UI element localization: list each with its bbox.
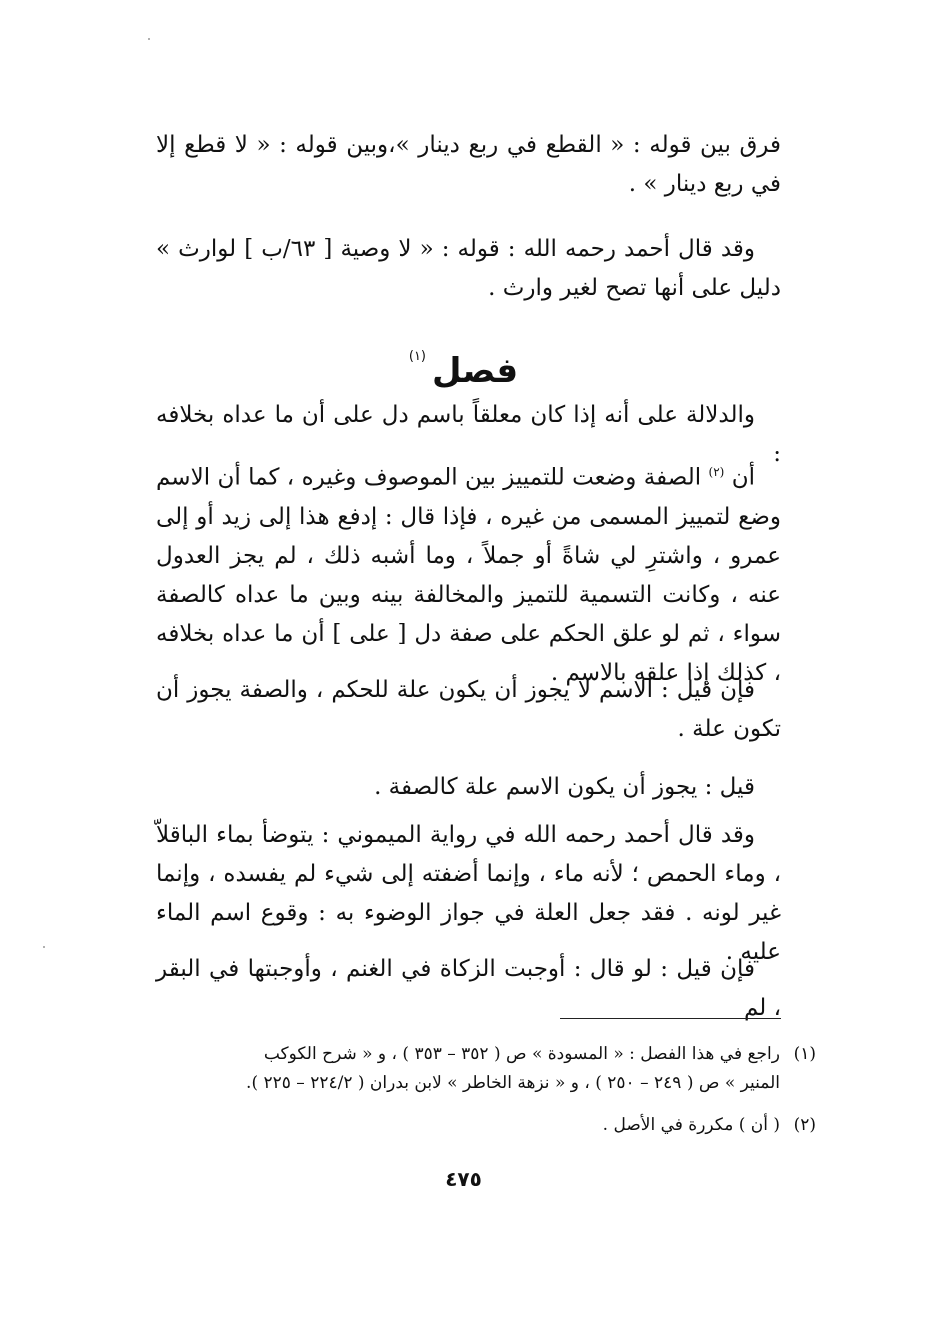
scan-speck [148,38,150,40]
paragraph-second-objection: فإن قيل : لو قال : أوجبت الزكاة في الغنم ، وأوجبتها في البقر ، لم [156,956,781,1021]
paragraph-reply: قيل : يجوز أن يكون الاسم علة كالصفة . [374,774,755,800]
footnote-separator [560,1018,781,1019]
footnote-ref-1: (١) [408,349,426,364]
footnote-number: (٢) [793,1115,816,1135]
paragraph-attribute-argument [156,453,781,693]
body-text-block [156,816,781,972]
footnote-2 [156,1111,816,1140]
footnote-1 [156,1040,816,1098]
paragraph-body: الصفة وضعت للتمييز بين الموصوف وغيره ، كما أن الاسم وضع لتمييز المسمى من غيره ، فإذا قال : إدفع هذا إلى زيد أو إلى عمرو ، واشترِ لي شاةً أو جملاً ، وما أشبه ذلك ، لم يجز العدول عنه ، وكانت التسمية للتميز والمخالفة بينه وبين ما عداه كالصفة سواء ، ثم لو علق الحكم على صفة دل [ على ] أن ما عداه بخلافه ، كذلك إذا علقه بالاسم . [156,464,781,686]
footnote-ref-2: (٢) [708,465,725,479]
paragraph-continuation: فرق بين قوله : « القطع في ربع دينار »،وبين قوله : « لا قطع إلا في ربع دينار » . [156,132,781,197]
paragraph-objection: فإن قيل : الاسم لا يجوز أن يكون علة للحكم ، والصفة يجوز أن تكون علة . [156,677,781,742]
body-text-block [156,950,781,1028]
paragraph-maimuni-narration: وقد قال أحمد رحمه الله في رواية الميموني : يتوضأ بماء الباقلاّ ، وماء الحمص ؛ لأنه ماء ، وإنما أضفته إلى شيء لم يفسده ، وإنما غير لونه . فقد جعل العلة في جواز الوضوء به : وقوع اسم الماء عليه . [156,822,781,965]
footnote-number: (١) [793,1044,816,1064]
paragraph-evidence-intro: والدلالة على أنه إذا كان معلقاً باسم دل على أن ما عداه بخلافه : [156,402,781,467]
paragraph-ahmad-quote: وقد قال أحمد رحمه الله : قوله : « لا وصية [ ٦٣/ب ] لوارث » دليل على أنها تصح لغير وارث . [156,236,781,301]
body-text-block [156,768,781,807]
body-text-block [156,126,781,204]
body-text-block [156,671,781,749]
scan-speck [43,946,45,948]
footnote-text: راجع في هذا الفصل : « المسودة » ص ( ٣٥٢ – ٣٥٣ ) ، و « شرح الكوكب [263,1044,780,1064]
section-heading-title: فصل [432,351,519,391]
paragraph-lead-word: أن [731,464,755,491]
body-text-block [156,230,781,308]
section-heading [0,332,927,396]
body-text-block [156,453,781,693]
footnote-text: ( أن ) مكررة في الأصل . [602,1115,780,1135]
footnote-line [156,1111,816,1140]
page-number: ٤٧٥ [445,1167,482,1191]
footnote-line [156,1040,816,1069]
footnote-line: المنير » ص ( ٢٤٩ – ٢٥٠ ) ، و « نزهة الخاطر » لابن بدران ( ٢٢٤/٢ – ٢٢٥ ). [246,1073,780,1093]
